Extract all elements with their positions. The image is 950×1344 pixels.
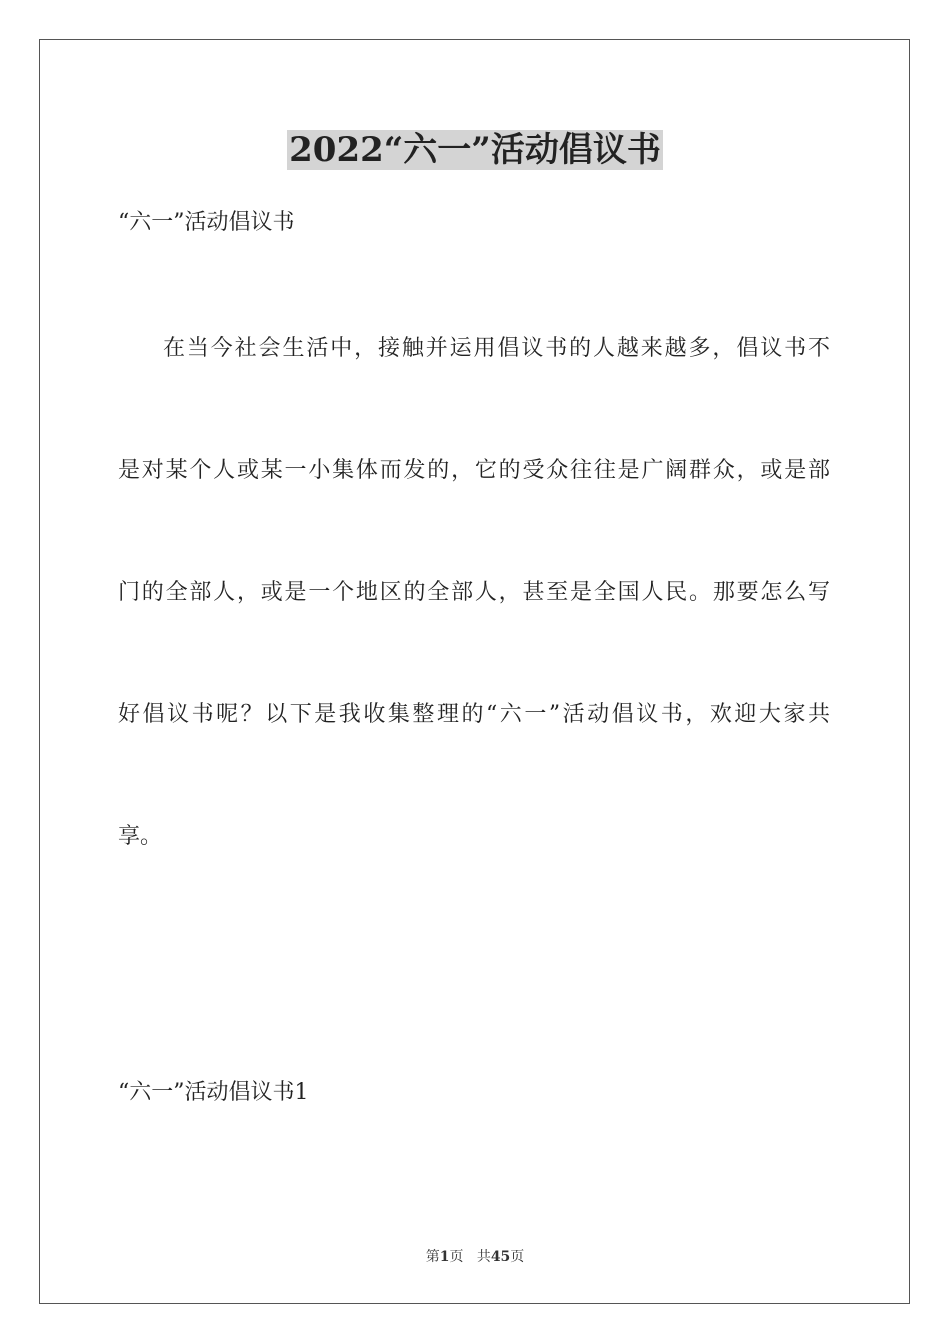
- footer-page-prefix: 第: [425, 1249, 440, 1265]
- document-subtitle: “六一”活动倡议书: [118, 210, 295, 235]
- paragraph-line: 在当今社会生活中，接触并运用倡议书的人越来越多，倡议书不: [163, 336, 830, 361]
- paragraph-line: 好倡议书呢？以下是我收集整理的“六一”活动倡议书，欢迎大家共: [118, 702, 830, 727]
- footer-total-prefix: 共: [476, 1249, 491, 1265]
- footer-total-suffix: 页: [510, 1249, 525, 1265]
- footer-total-pages: 45: [490, 1249, 511, 1265]
- document-title-text: 2022“六一”活动倡议书: [289, 130, 661, 170]
- paragraph-line: 门的全部人，或是一个地区的全部人，甚至是全国人民。那要怎么写: [118, 580, 830, 605]
- footer-page-suffix: 页: [449, 1249, 464, 1265]
- section-heading: “六一”活动倡议书1: [118, 1080, 309, 1105]
- paragraph-line: 是对某个人或某一小集体而发的，它的受众往往是广阔群众，或是部: [118, 458, 830, 483]
- footer-page-number: 1: [439, 1249, 450, 1265]
- document-title: [0, 124, 950, 176]
- page-footer: [0, 1247, 950, 1267]
- paragraph-line: 享。: [118, 824, 163, 849]
